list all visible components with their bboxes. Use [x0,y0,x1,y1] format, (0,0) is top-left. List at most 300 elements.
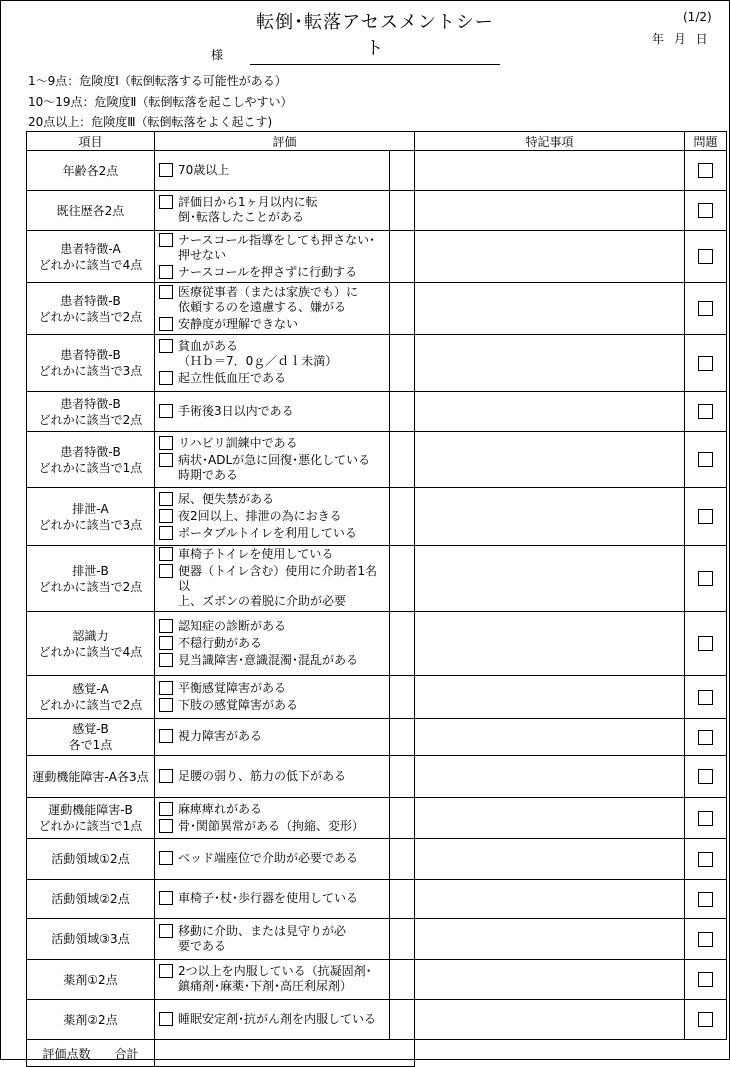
score-cell[interactable] [390,880,415,919]
score-cell[interactable] [390,191,415,231]
problem-cell [685,191,727,231]
remarks-cell[interactable] [415,756,685,798]
problem-checkbox[interactable] [698,203,713,218]
option-checkbox[interactable] [159,619,173,633]
problem-checkbox[interactable] [698,972,713,987]
option-text [178,547,333,562]
option-text-line: 車椅子･杖･歩行器を使用している [178,891,359,905]
option-checkbox[interactable] [159,802,173,816]
option-text-line: ポータブルトイレを利用している [178,525,357,540]
risk-note-3: 20点以上：危険度Ⅲ（転倒転落をよく起こす) [28,115,273,129]
problem-cell [685,488,727,546]
problem-checkbox[interactable] [698,356,713,371]
problem-checkbox[interactable] [698,163,713,178]
option-text [178,436,298,451]
option-text [178,564,389,609]
option-text [178,802,262,817]
score-cell[interactable] [390,546,415,612]
evaluation-option [159,453,389,483]
problem-checkbox[interactable] [698,249,713,264]
item-cell [27,1000,155,1040]
option-text-line: 睡眠安定剤･抗がん剤を内服している [178,1011,377,1026]
remarks-cell[interactable] [415,151,685,191]
option-checkbox[interactable] [159,924,173,938]
problem-checkbox[interactable] [698,509,713,524]
option-text [178,1012,376,1027]
evaluation-cell [155,798,390,839]
evaluation-cell [155,191,390,231]
evaluation-cell [155,488,390,546]
table-row [27,919,727,960]
remarks-cell[interactable] [415,798,685,839]
problem-checkbox[interactable] [698,636,713,651]
option-text [178,339,337,369]
score-cell[interactable] [390,919,415,960]
item-label: 認識力 [72,628,109,643]
option-text-line: 骨･関節異常がある（拘縮、変形） [178,818,365,833]
score-cell[interactable] [390,488,415,546]
problem-cell [685,432,727,488]
item-label: 患者特徴-B [60,396,121,411]
option-checkbox[interactable] [159,547,173,561]
problem-checkbox[interactable] [698,811,713,826]
remarks-cell[interactable] [415,191,685,231]
option-text [178,195,318,225]
item-label: 患者特徴-B [60,444,121,459]
option-text-line: 手術後3日以内である [178,403,294,418]
item-label: 患者特徴-A [60,241,121,256]
option-checkbox[interactable] [159,681,173,695]
item-label: どれかに該当で2点 [38,698,143,712]
table-row [27,392,727,432]
option-text-line: （Ｈｂ＝7．0ｇ／ｄｌ未満） [178,354,338,368]
option-text-line: 夜2回以上、排泄の為におきる [178,508,342,523]
problem-cell [685,798,727,839]
problem-checkbox[interactable] [698,892,713,907]
item-label: どれかに該当で2点 [38,309,143,324]
item-label: 既往歴各2点 [56,203,125,218]
option-text [178,964,372,994]
evaluation-option [159,924,389,954]
evaluation-option [159,195,389,225]
option-checkbox[interactable] [159,819,173,833]
option-text-line: 押せない [178,247,227,262]
table-row [27,231,727,283]
remarks-cell[interactable] [415,231,685,283]
option-text-line: 下肢の感覚障害がある [178,697,299,712]
item-cell [27,612,155,676]
option-checkbox[interactable] [159,453,173,467]
option-text-line: 尿、便失禁がある [178,491,275,506]
remarks-cell[interactable] [415,392,685,432]
option-checkbox[interactable] [159,404,173,418]
score-cell[interactable] [390,231,415,283]
option-text [178,769,346,784]
item-cell [27,719,155,756]
remarks-cell[interactable] [415,919,685,960]
option-checkbox[interactable] [159,371,173,385]
option-checkbox[interactable] [159,339,173,353]
problem-cell [685,1000,727,1040]
option-text-line: 鎮痛剤･麻薬･下剤･高圧利尿剤） [178,979,353,993]
remarks-cell[interactable] [415,719,685,756]
item-label: 運動機能障害-A各3点 [32,769,149,784]
table-row [27,676,727,719]
option-checkbox[interactable] [159,436,173,450]
item-label: 活動領域①2点 [51,852,130,866]
problem-cell [685,231,727,283]
option-checkbox[interactable] [159,265,173,279]
option-text-line: 見当識障害･意識混濁･混乱がある [178,652,359,667]
option-text [178,371,286,386]
table-row [27,839,727,880]
option-text-line: 評価日から1ヶ月以内に転 [178,195,318,209]
evaluation-cell [155,756,390,798]
evaluation-cell [155,392,390,432]
option-checkbox[interactable] [159,636,173,650]
date-field: 年 月 日 [652,32,708,46]
remarks-cell[interactable] [415,488,685,546]
item-label: どれかに該当で3点 [38,364,143,378]
option-text [178,526,357,541]
problem-cell [685,546,727,612]
evaluation-cell [155,151,390,191]
evaluation-cell [155,432,390,488]
option-text [178,891,358,906]
option-text [178,509,342,524]
evaluation-option [159,339,389,369]
remarks-cell[interactable] [415,335,685,392]
item-cell [27,392,155,432]
table-row [27,335,727,392]
item-cell [27,756,155,798]
problem-checkbox[interactable] [698,852,713,867]
table-row [27,191,727,231]
evaluation-option [159,404,389,419]
remarks-cell[interactable] [415,676,685,719]
evaluation-option [159,233,389,263]
option-text-line: 依頼するのを遠慮する、嫌がる [178,299,347,314]
problem-cell [685,756,727,798]
remarks-cell[interactable] [415,283,685,335]
option-text [178,636,262,651]
column-header-item: 項目 [27,132,155,151]
column-header-eval: 評価 [155,132,415,151]
option-text-line: ナースコールを押さずに行動する [178,264,358,279]
assessment-table [26,131,727,1067]
table-row [27,880,727,919]
option-checkbox[interactable] [159,492,173,506]
remarks-cell[interactable] [415,880,685,919]
option-text-line: 倒･転落したことがある [178,210,305,224]
item-cell [27,839,155,880]
score-cell[interactable] [390,432,415,488]
item-label: どれかに該当で1点 [38,819,143,833]
option-text-line: ナースコール指導をしても押さない･ [178,232,376,247]
item-label: 薬剤①2点 [63,972,118,987]
option-checkbox[interactable] [159,964,173,978]
item-cell [27,335,155,392]
item-label: 年齢各2点 [62,163,119,178]
evaluation-option [159,769,389,784]
risk-note-1: 1～9点：危険度Ⅰ（転倒転落する可能性がある） [28,74,287,88]
item-cell [27,919,155,960]
evaluation-option [159,265,389,280]
option-checkbox[interactable] [159,891,173,905]
option-text-line: 移動に介助、または見守りが必 [178,923,347,938]
evaluation-option [159,526,389,541]
item-label: 活動領域③3点 [51,932,130,946]
problem-checkbox[interactable] [698,571,713,586]
evaluation-option [159,492,389,507]
problem-checkbox[interactable] [698,690,713,705]
evaluation-cell [155,546,390,612]
option-text [178,163,229,178]
remarks-cell[interactable] [415,612,685,676]
remarks-cell[interactable] [415,839,685,880]
item-label: 患者特徴-B [60,348,121,362]
option-text [178,681,286,696]
option-checkbox[interactable] [159,195,173,209]
problem-checkbox[interactable] [698,301,713,316]
total-row [27,1040,727,1067]
item-label: 各で1点 [68,738,113,752]
evaluation-option [159,285,389,315]
score-cell[interactable] [390,612,415,676]
table-row [27,719,727,756]
option-text-line: 視力障害がある [178,729,263,743]
score-cell[interactable] [390,756,415,798]
option-text [178,453,370,483]
option-checkbox[interactable] [159,526,173,540]
evaluation-option [159,564,389,609]
evaluation-cell [155,676,390,719]
evaluation-option [159,547,389,562]
evaluation-cell [155,880,390,919]
page-number: (1/2) [683,10,712,24]
problem-cell [685,151,727,191]
table-row [27,960,727,1000]
evaluation-option [159,698,389,713]
item-label: どれかに該当で2点 [38,579,143,594]
option-text-line: 70歳以上 [178,162,230,177]
table-row [27,798,727,839]
table-row [27,546,727,612]
option-text [178,404,294,419]
evaluation-option [159,964,389,994]
evaluation-cell [155,1000,390,1040]
item-label: 運動機能障害-B [48,803,133,817]
item-label: どれかに該当で2点 [38,412,143,427]
problem-cell [685,676,727,719]
option-text [178,285,358,315]
item-label: どれかに該当で3点 [38,517,143,532]
table-row [27,488,727,546]
score-cell[interactable] [390,839,415,880]
problem-checkbox[interactable] [698,404,713,419]
problem-cell [685,880,727,919]
score-cell[interactable] [390,392,415,432]
item-label: 感覚-B [72,722,109,736]
evaluation-option [159,163,389,178]
option-checkbox[interactable] [159,509,173,523]
total-score-cell[interactable] [155,1040,415,1067]
table-row [27,1000,727,1040]
remarks-cell[interactable] [415,432,685,488]
evaluation-option [159,819,389,834]
option-text [178,619,286,634]
problem-cell [685,719,727,756]
item-cell [27,798,155,839]
evaluation-cell [155,283,390,335]
option-checkbox[interactable] [159,564,173,578]
option-text-line: ベッド端座位で介助が必要である [178,851,359,865]
option-text [178,653,358,668]
evaluation-option [159,1012,389,1027]
column-header-remarks: 特記事項 [415,132,685,151]
item-label: どれかに該当で4点 [38,257,143,272]
problem-cell [685,392,727,432]
score-cell[interactable] [390,1000,415,1040]
evaluation-option [159,851,389,866]
option-checkbox[interactable] [159,285,173,299]
option-text [178,851,358,866]
option-text-line: 安静度が理解できない [178,316,299,331]
remarks-cell[interactable] [415,960,685,1000]
problem-checkbox[interactable] [698,452,713,467]
item-cell [27,191,155,231]
score-cell[interactable] [390,283,415,335]
option-text [178,729,262,744]
problem-cell [685,960,727,1000]
option-text-line: 上、ズボンの着脱に介助が必要 [178,594,347,608]
option-checkbox[interactable] [159,1012,173,1026]
evaluation-option [159,636,389,651]
item-label: 活動領域②2点 [51,892,130,906]
item-cell [27,151,155,191]
evaluation-cell [155,919,390,960]
column-header-problem: 問題 [685,132,727,151]
evaluation-cell [155,960,390,1000]
item-cell [27,432,155,488]
option-text-line: 医療従事者（または家族でも）に [178,284,359,299]
item-label: どれかに該当で4点 [38,644,143,659]
evaluation-option [159,681,389,696]
option-text [178,924,346,954]
evaluation-option [159,619,389,634]
option-text-line: 病状･ADLが急に回復･悪化している [178,452,371,467]
patient-honorific: 様 [211,48,224,62]
option-text-line: 貧血がある [178,339,239,353]
score-cell[interactable] [390,798,415,839]
problem-cell [685,283,727,335]
evaluation-option [159,317,389,332]
option-checkbox[interactable] [159,233,173,247]
option-text [178,317,298,332]
table-header-row [27,132,727,151]
score-cell[interactable] [390,676,415,719]
score-cell[interactable] [390,719,415,756]
page-title: 転倒･転落アセスメントシート [250,8,500,65]
problem-cell [685,335,727,392]
score-cell[interactable] [390,960,415,1000]
option-text-line: 便器（トイレ含む）使用に介助者1名以 [178,564,378,593]
item-label: 排泄-A [72,501,109,516]
evaluation-option [159,802,389,817]
item-cell [27,231,155,283]
option-text-line: 2つ以上を内服している（抗凝固剤･ [178,964,372,978]
option-checkbox[interactable] [159,851,173,865]
evaluation-option [159,436,389,451]
table-row [27,612,727,676]
evaluation-cell [155,612,390,676]
item-cell [27,960,155,1000]
option-text [178,233,375,263]
option-checkbox[interactable] [159,317,173,331]
remarks-cell[interactable] [415,546,685,612]
problem-cell [685,919,727,960]
evaluation-cell [155,335,390,392]
problem-checkbox[interactable] [698,1012,713,1027]
risk-note-2: 10～19点：危険度Ⅱ（転倒転落を起こしやすい） [28,95,293,109]
option-text [178,698,298,713]
option-text-line: リハビリ訓練中である [178,435,298,450]
item-label: 排泄-B [72,563,109,578]
option-checkbox[interactable] [159,729,173,743]
evaluation-cell [155,839,390,880]
evaluation-option [159,653,389,668]
item-cell [27,880,155,919]
option-text [178,265,357,280]
problem-cell [685,839,727,880]
item-label: 患者特徴-B [60,293,121,308]
item-label: 感覚-A [72,682,109,696]
problem-checkbox[interactable] [698,730,713,745]
option-text-line: 時期である [178,467,239,482]
remarks-cell[interactable] [415,1000,685,1040]
problem-checkbox[interactable] [698,769,713,784]
option-text [178,819,364,834]
option-text-line: 要である [178,938,227,953]
option-checkbox[interactable] [159,653,173,667]
item-cell [27,676,155,719]
item-cell [27,546,155,612]
option-checkbox[interactable] [159,769,173,783]
item-label: 薬剤②2点 [63,1012,118,1027]
table-row [27,151,727,191]
option-text [178,492,274,507]
option-text-line: 不穏行動がある [178,635,263,650]
option-text-line: 平衡感覚障害がある [178,680,287,695]
option-text-line: 起立性低血圧である [178,371,287,385]
option-checkbox[interactable] [159,698,173,712]
option-text-line: 認知症の診断がある [178,618,287,633]
problem-cell [685,612,727,676]
total-label: 評価点数 合計 [27,1040,155,1067]
table-row [27,432,727,488]
option-checkbox[interactable] [159,163,173,177]
table-row [27,283,727,335]
option-text-line: 麻痺痺れがある [178,801,263,816]
evaluation-option [159,509,389,524]
score-cell[interactable] [390,335,415,392]
option-text-line: 足腰の弱り、筋力の低下がある [178,768,347,783]
evaluation-cell [155,231,390,283]
evaluation-cell [155,719,390,756]
score-cell[interactable] [390,151,415,191]
problem-checkbox[interactable] [698,932,713,947]
table-row [27,756,727,798]
